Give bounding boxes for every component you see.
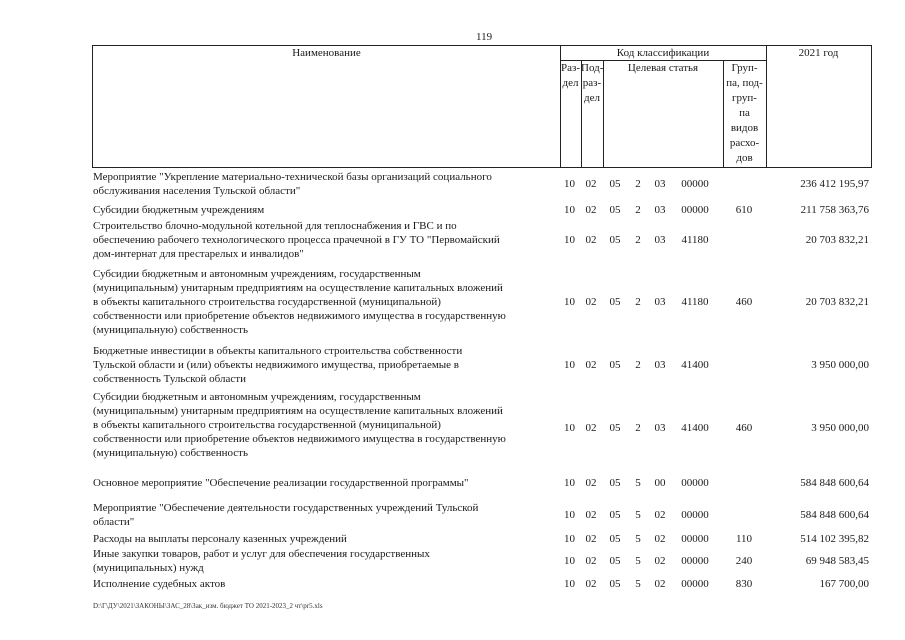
row-podrazdel: 02 <box>585 509 597 521</box>
row-name: Строительство блочно-модульной котельной для теплоснабжения и ГВС и по обеспечению рабочего технологического процесса прачечной в ГУ ТО "Первомайский дом-интернат для престарелых и инвалидов" <box>93 220 500 260</box>
row-podrazdel: 02 <box>585 204 597 216</box>
header-name: Наименование <box>292 47 361 59</box>
table-header <box>92 45 872 168</box>
row-target-3: 03 <box>654 178 666 190</box>
row-target-2: 5 <box>635 555 641 567</box>
row-target-4: 41180 <box>681 296 709 308</box>
row-sum: 20 703 832,21 <box>805 234 869 246</box>
row-podrazdel: 02 <box>585 578 597 590</box>
row-group: 240 <box>735 555 753 567</box>
row-razdel: 10 <box>564 477 575 489</box>
row-target-3: 03 <box>654 359 666 371</box>
row-name: Мероприятие "Укрепление материально-технической базы организаций социального обслуживания населения Тульской области" <box>93 171 492 197</box>
row-sum: 3 950 000,00 <box>811 422 869 434</box>
row-sum: 3 950 000,00 <box>811 359 869 371</box>
row-target-1: 05 <box>609 555 621 567</box>
row-group: 460 <box>735 422 753 434</box>
row-razdel: 10 <box>564 578 575 590</box>
row-target-4: 00000 <box>681 477 709 489</box>
row-razdel: 10 <box>564 234 575 246</box>
row-target-2: 5 <box>635 578 641 590</box>
row-target-1: 05 <box>609 178 621 190</box>
row-name: Основное мероприятие "Обеспечение реализации государственной программы" <box>93 477 469 489</box>
row-target-1: 05 <box>609 422 621 434</box>
row-podrazdel: 02 <box>585 296 597 308</box>
row-target-3: 03 <box>654 204 666 216</box>
row-sum: 584 848 600,64 <box>800 477 869 489</box>
row-target-1: 05 <box>609 509 621 521</box>
header-razdel: Раз- дел <box>560 62 580 89</box>
row-target-1: 05 <box>609 234 621 246</box>
row-name: Мероприятие "Обеспечение деятельности государственных учреждений Тульской области" <box>93 502 479 528</box>
page-number: 119 <box>476 31 493 43</box>
row-target-3: 02 <box>654 578 666 590</box>
row-sum: 167 700,00 <box>819 578 869 590</box>
row-sum: 514 102 395,82 <box>800 533 869 545</box>
row-razdel: 10 <box>564 359 575 371</box>
row-podrazdel: 02 <box>585 533 597 545</box>
row-sum: 584 848 600,64 <box>800 509 869 521</box>
row-razdel: 10 <box>564 509 575 521</box>
header-group: Груп- па, под- груп- па видов расхо- дов <box>726 62 763 164</box>
row-name: Иные закупки товаров, работ и услуг для обеспечения государственных (муниципальных) нужд <box>93 548 430 574</box>
row-podrazdel: 02 <box>585 359 597 371</box>
row-target-4: 00000 <box>681 178 709 190</box>
row-podrazdel: 02 <box>585 477 597 489</box>
row-target-1: 05 <box>609 477 621 489</box>
row-target-2: 2 <box>635 296 641 308</box>
row-group: 830 <box>735 578 753 590</box>
row-target-1: 05 <box>609 204 621 216</box>
row-sum: 69 948 583,45 <box>805 555 869 567</box>
row-target-2: 5 <box>635 509 641 521</box>
row-target-1: 05 <box>609 359 621 371</box>
row-target-2: 2 <box>635 234 641 246</box>
file-path-footer: D:\Г\ДУ\2021\ЗАКОНЫ\ЗАС_28\Зак_изм. бюджет ТО 2021-2023_2 чт\pr5.xls <box>93 602 323 610</box>
row-target-1: 05 <box>609 578 621 590</box>
row-target-1: 05 <box>609 533 621 545</box>
row-group: 610 <box>735 204 753 216</box>
row-sum: 236 412 195,97 <box>800 178 869 190</box>
row-razdel: 10 <box>564 178 575 190</box>
header-code: Код классификации <box>616 47 710 59</box>
row-target-4: 00000 <box>681 533 709 545</box>
row-target-4: 41400 <box>681 359 709 371</box>
row-razdel: 10 <box>564 533 575 545</box>
row-name: Субсидии бюджетным учреждениям <box>93 204 265 216</box>
row-name: Исполнение судебных актов <box>93 578 226 590</box>
row-razdel: 10 <box>564 204 575 216</box>
row-target-4: 00000 <box>681 555 709 567</box>
row-target-3: 02 <box>654 509 666 521</box>
row-group: 460 <box>735 296 753 308</box>
row-target-4: 41180 <box>681 234 709 246</box>
row-target-4: 00000 <box>681 509 709 521</box>
row-sum: 20 703 832,21 <box>805 296 869 308</box>
row-podrazdel: 02 <box>585 234 597 246</box>
header-podrazdel: Под- раз- дел <box>581 62 604 104</box>
row-target-2: 2 <box>635 204 641 216</box>
row-name: Субсидии бюджетным и автономным учреждениям, государственным (муниципальным) унитарным предприятиям на осуществление капитальных вложений в объекты капитального строительства государственной (муниципальной) собственности или приобретение объектов недвижимого имущества в государственную (муниципальную) собственность <box>93 268 506 336</box>
row-target-2: 2 <box>635 359 641 371</box>
row-sum: 211 758 363,76 <box>800 204 869 216</box>
row-target-2: 5 <box>635 533 641 545</box>
row-name: Расходы на выплаты персоналу казенных учреждений <box>93 533 347 545</box>
header-target: Целевая статья <box>627 62 699 74</box>
row-target-3: 03 <box>654 422 666 434</box>
row-razdel: 10 <box>564 296 575 308</box>
row-target-4: 00000 <box>681 204 709 216</box>
row-podrazdel: 02 <box>585 178 597 190</box>
row-target-1: 05 <box>609 296 621 308</box>
row-podrazdel: 02 <box>585 555 597 567</box>
row-target-4: 41400 <box>681 422 709 434</box>
row-target-3: 02 <box>654 555 666 567</box>
row-group: 110 <box>735 533 753 545</box>
row-name: Субсидии бюджетным и автономным учреждениям, государственным (муниципальным) унитарным предприятиям на осуществление капитальных вложений в объекты капитального строительства государственной (муниципальной) собственности или приобретение объектов недвижимого имущества в государственную (муниципальную) собственность <box>93 391 506 459</box>
row-podrazdel: 02 <box>585 422 597 434</box>
row-target-3: 03 <box>654 234 666 246</box>
row-target-3: 03 <box>654 296 666 308</box>
row-target-2: 2 <box>635 178 641 190</box>
row-target-4: 00000 <box>681 578 709 590</box>
row-target-2: 5 <box>635 477 641 489</box>
row-name: Бюджетные инвестиции в объекты капитального строительства собственности Тульской области и (или) объекты недвижимого имущества, приобретаемые в собственность Тульской области <box>93 345 463 385</box>
header-year: 2021 год <box>798 47 839 59</box>
row-razdel: 10 <box>564 555 575 567</box>
row-razdel: 10 <box>564 422 575 434</box>
row-target-3: 02 <box>654 533 666 545</box>
row-target-3: 00 <box>654 477 666 489</box>
row-target-2: 2 <box>635 422 641 434</box>
